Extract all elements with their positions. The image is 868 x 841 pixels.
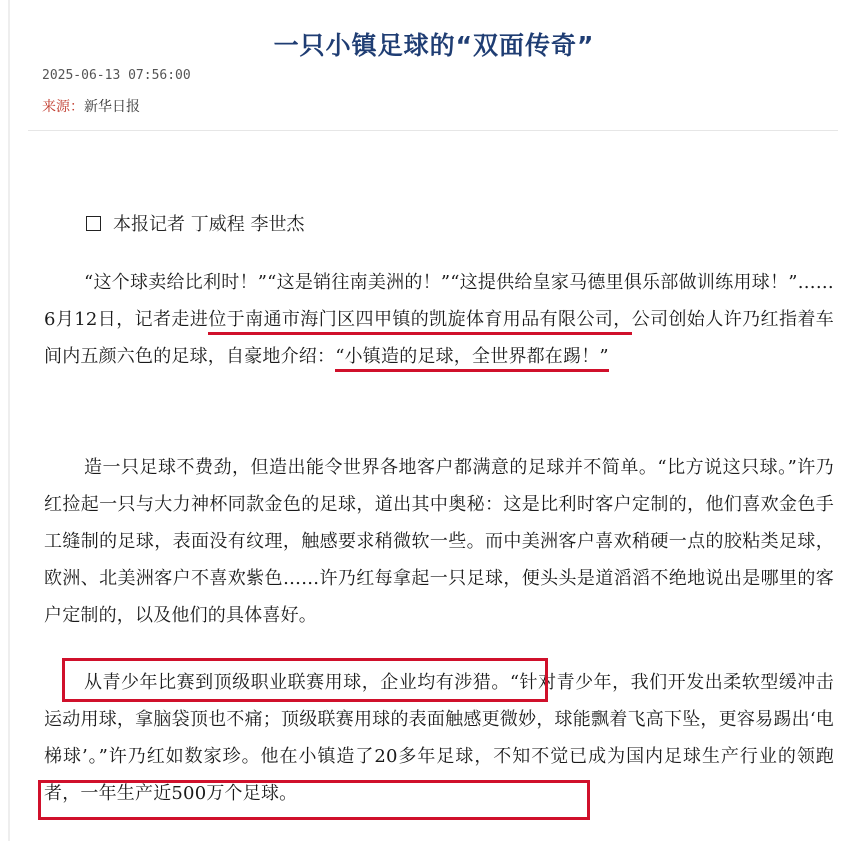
p3-text-a: 从青少年比赛到顶级职业联赛用球，企业均有涉猎。	[84, 672, 510, 693]
source-label: 来源：	[42, 99, 84, 115]
p1-text-a: “这个球卖给比利时！”“这是销往南美洲的！”“这提供给皇家马德里俱乐部做训练用球！”……6月12日，记者走进	[44, 272, 834, 330]
article-title: 一只小镇足球的“双面传奇”	[273, 31, 595, 60]
highlight-underline-quote: “小镇造的足球，全世界都在踢！”	[335, 346, 609, 372]
source-name: 新华日报	[84, 99, 140, 115]
paragraph-2: 造一只足球不费劲，但造出能令世界各地客户都满意的足球并不简单。“比方说这只球。”许乃红捡起一只与大力神杯同款金色的足球，道出其中奥秘：这是比利时客户定制的，他们喜欢金色手工缝制的足球，表面没有纹理，触感要求稍微软一些。而中美洲客户喜欢稍硬一点的胶粘类足球，欧洲、北美洲客户不喜欢紫色……许乃红每拿起一只足球，便头头是道滔滔不绝地说出是哪里的客户定制的，以及他们的具体喜好。	[44, 457, 834, 626]
highlight-box-leader	[38, 780, 590, 820]
p3-text-b: “针对青少年，我们开发出柔软型缓冲击运动用球，拿脑袋顶也不痛；顶级联赛用球的表面触感更微妙，球能飘着飞高下坠，更容易踢出‘电梯球’。”许乃红如数家珍。他在小镇造了20多年足球，不知不觉已	[44, 672, 834, 767]
byline	[86, 210, 304, 236]
square-bullet-icon	[86, 216, 101, 231]
article-source	[42, 96, 140, 116]
byline-text: 本报记者 丁威程 李世杰	[113, 214, 305, 235]
page-left-border	[8, 0, 10, 841]
publish-datetime: 2025-06-13 07:56:00	[42, 68, 191, 83]
p1-text-b: 公司创始人许乃红指着车间内五颜六色的足球，自豪地介绍：	[44, 309, 834, 367]
highlight-box-scope	[62, 658, 548, 702]
highlight-underline-company: 位于南通市海门区四甲镇的凯旋体育用品有限公司，	[208, 309, 631, 335]
paragraph-1	[44, 264, 834, 375]
p3-text-c: 成为国内足球生产行业的领跑者，一年生产近500万个足球。	[44, 746, 834, 804]
header-divider	[28, 130, 838, 131]
